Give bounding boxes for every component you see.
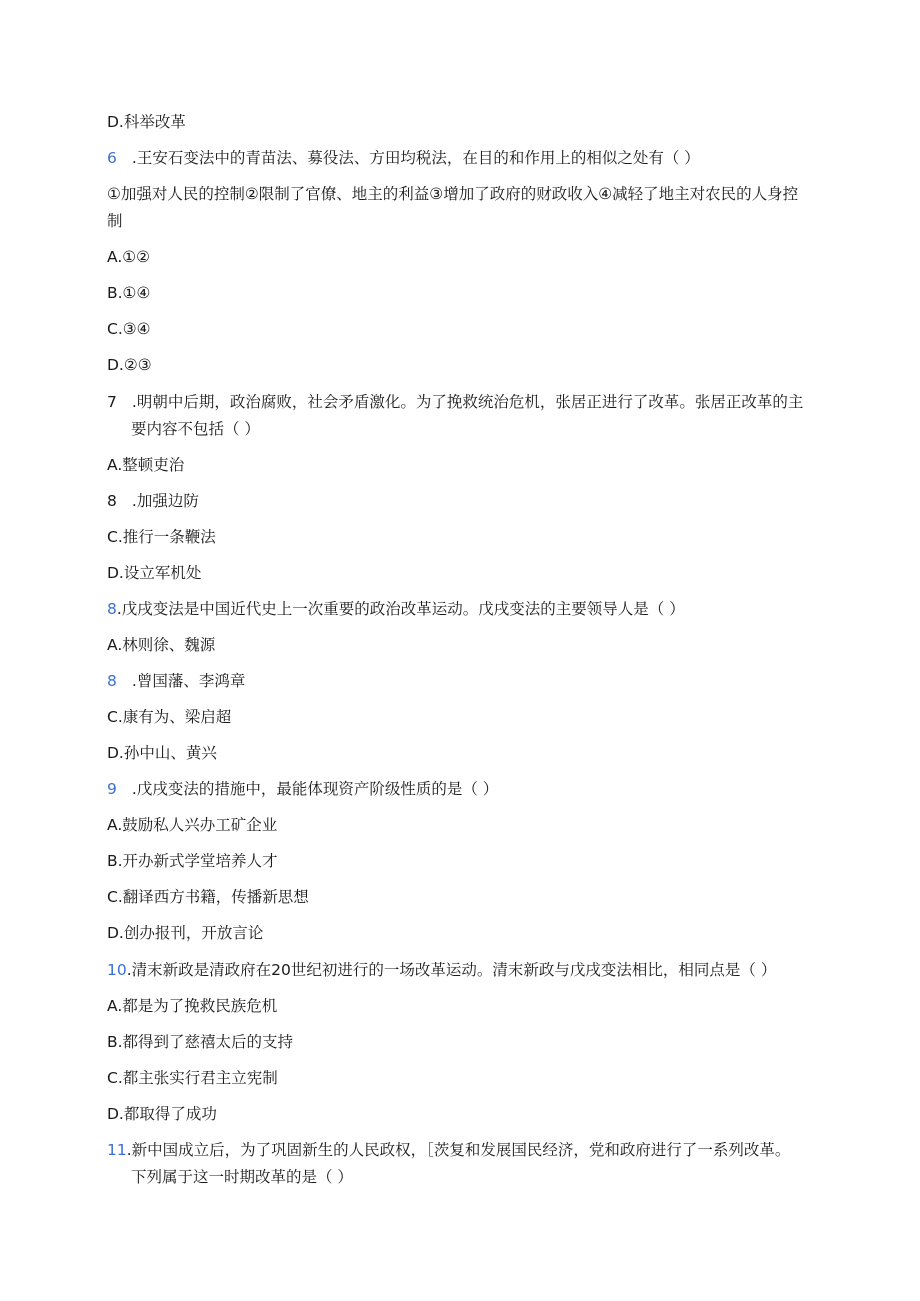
question-6-statements: ①加强对人民的控制②限制了官僚、地主的利益③增加了政府的财政收入④减轻了地主对农民的人身控 — [107, 185, 799, 203]
option-b: B.开办新式学堂培养人才 — [107, 852, 278, 870]
option-c: C.③④ — [107, 320, 151, 338]
question-number: 9 — [107, 780, 117, 798]
question-11 — [107, 1140, 790, 1160]
question-number: 6 — [107, 149, 117, 167]
option-b: B.①④ — [107, 284, 151, 302]
option-d: D.设立军机处 — [107, 564, 202, 582]
question-10 — [107, 960, 776, 980]
option-number: 8 — [107, 672, 117, 690]
option-b: B.都得到了慈禧太后的支持 — [107, 1033, 294, 1051]
option-number: 8 — [107, 492, 117, 510]
option-c: C.翻译西方书籍，传播新思想 — [107, 888, 309, 906]
question-text: .戊戌变法的措施中，最能体现资产阶级性质的是（ ） — [127, 780, 499, 798]
option-d: D.创办报刊，开放言论 — [107, 924, 264, 942]
option-a: A.①② — [107, 248, 151, 266]
option-c: C.推行一条鞭法 — [107, 528, 216, 546]
question-7 — [107, 392, 803, 412]
question-11-cont: 下列属于这一时期改革的是（ ） — [131, 1168, 353, 1186]
option-b — [107, 671, 245, 691]
question-8 — [107, 599, 685, 619]
question-text: .新中国成立后，为了巩固新生的人民政权，［茨复和发展国民经济，党和政府进行了一系列改革。 — [126, 1141, 791, 1159]
option-text: .曾国藩、李鸿章 — [127, 672, 246, 690]
question-number: 11 — [107, 1141, 127, 1159]
option-a: A.整顿吏治 — [107, 456, 185, 474]
question-number: 10 — [107, 961, 127, 979]
question-number: 8 — [107, 600, 117, 618]
question-7-cont: 要内容不包括（ ） — [131, 420, 260, 438]
question-6 — [107, 148, 700, 168]
question-text: .戊戌变法是中国近代史上一次重要的政治改革运动。戊戌变法的主要领导人是（ ） — [116, 600, 685, 618]
option-d-prev: D.科举改革 — [107, 113, 186, 131]
option-a: A.林则徐、魏源 — [107, 636, 216, 654]
option-d: D.孙中山、黄兴 — [107, 744, 217, 762]
option-a: A.鼓励私人兴办工矿企业 — [107, 816, 278, 834]
option-text: .加强边防 — [127, 492, 199, 510]
question-text: .清末新政是清政府在20世纪初进行的一场改革运动。清末新政与戊戌变法相比，相同点是（ ） — [126, 961, 777, 979]
question-text: .明朝中后期，政治腐败，社会矛盾激化。为了挽救统治危机，张居正进行了改革。张居正改革的主 — [127, 393, 804, 411]
question-text: .王安石变法中的青苗法、募役法、方田均税法，在目的和作用上的相似之处有（ ） — [127, 149, 700, 167]
option-d: D.都取得了成功 — [107, 1105, 217, 1123]
option-d: D.②③ — [107, 356, 152, 374]
question-number: 7 — [107, 393, 117, 411]
option-a: A.都是为了挽救民族危机 — [107, 997, 278, 1015]
question-6-statements-cont: 制 — [107, 212, 123, 230]
option-c: C.康有为、梁启超 — [107, 708, 232, 726]
option-b — [107, 491, 199, 511]
option-c: C.都主张实行君主立宪制 — [107, 1069, 278, 1087]
question-9 — [107, 779, 498, 799]
